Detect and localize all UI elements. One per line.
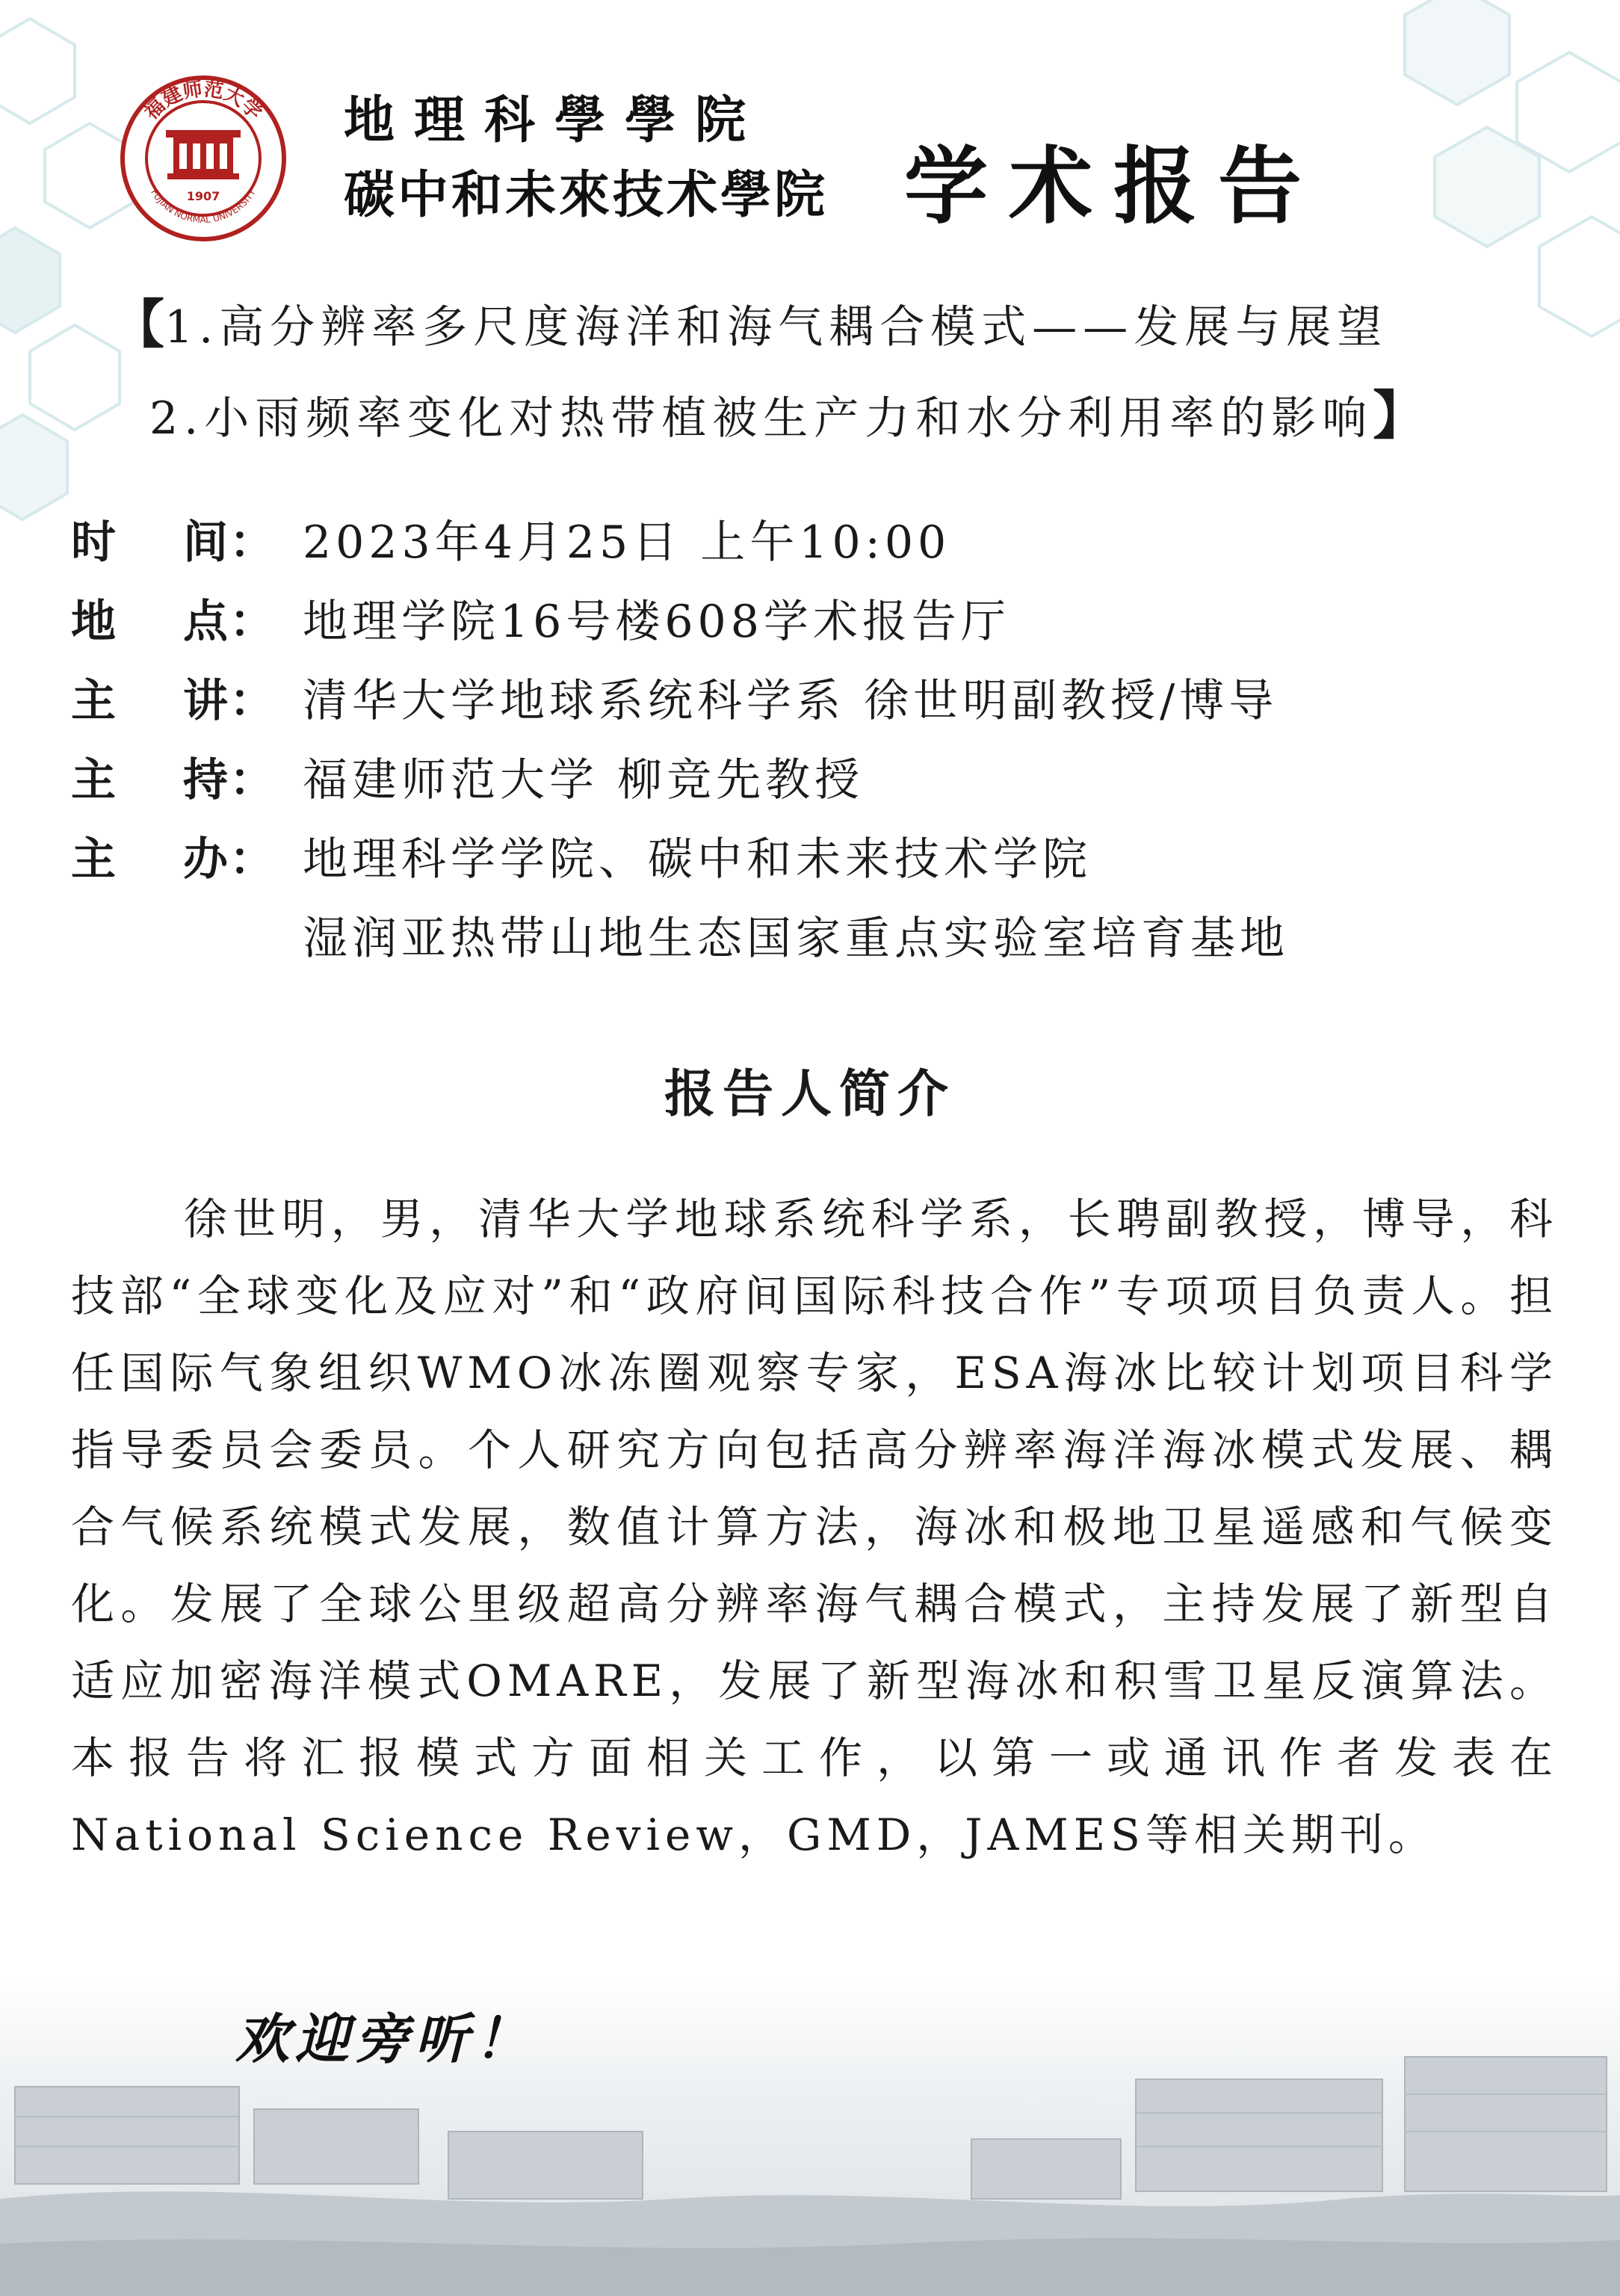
school-name-carbon-neutral: 碳中和未來技术學院 (344, 166, 829, 225)
bio-paragraph (71, 1181, 1558, 1874)
label-speaker-b: 讲： (183, 675, 276, 727)
value-time: 2023年4月25日 上午10:00 (303, 516, 951, 569)
topic-1 (112, 280, 1532, 371)
label-place-a: 地 (71, 596, 117, 648)
topic-1-text: 1.高分辨率多尺度海洋和海气耦合模式——发展与展望 (164, 301, 1388, 354)
logo-circle-text: 福建师范大学 (140, 78, 267, 125)
info-row-speaker (71, 665, 1565, 744)
label-time-a: 时 (71, 516, 117, 569)
topic-2-text: 2.小雨频率变化对热带植被生产力和水分利用率的影响 (149, 392, 1373, 445)
label-organizer-a: 主 (71, 833, 117, 886)
label-time-b: 间： (183, 516, 276, 569)
school-names (344, 84, 828, 233)
poster-title: 学术报告 (904, 138, 1323, 235)
info-row-place (71, 586, 1565, 665)
logo-year: 1907 (186, 189, 220, 203)
info-row-organizer (71, 824, 1565, 903)
label-organizer-b: 办： (183, 833, 276, 886)
university-logo (120, 75, 287, 242)
label-place-b: 点： (183, 596, 276, 648)
value-place: 地理学院16号楼608学术报告厅 (303, 596, 1010, 648)
value-organizer-1: 地理科学学院、碳中和未来技术学院 (303, 833, 1092, 886)
value-host: 福建师范大学 柳竞先教授 (303, 754, 865, 806)
report-topics (112, 280, 1532, 463)
logo-english-name: FUJIAN NORMAL UNIVERSITY (149, 187, 258, 226)
label-speaker-a: 主 (71, 675, 117, 727)
label-host-a: 主 (71, 754, 117, 806)
info-row-time (71, 507, 1565, 586)
bio-heading: 报告人简介 (664, 1064, 956, 1124)
open-bracket: 【 (112, 293, 164, 355)
welcome-text: 欢迎旁听！ (235, 2007, 535, 2070)
value-speaker: 清华大学地球系统科学系 徐世明副教授/博导 (303, 675, 1279, 727)
bio-text: 徐世明，男，清华大学地球系统科学系，长聘副教授，博导，科技部“全球变化及应对”和“政府间国际科技合作”专项项目负责人。担任国际气象组织WMO冰冻圈观察专家，ESA海冰比较计划项目科学指导委员会委员。个人研究方向包括高分辨率海洋海冰模式发展、耦合气候系统模式发展，数值计算方法，海冰和极地卫星遥感和气候变化。发展了全球公里级超高分辨率海气耦合模式，主持发展了新型自适应加密海洋模式OMARE，发展了新型海冰和积雪卫星反演算法。本报告将汇报模式方面相关工作，以第一或通讯作者发表在National Science Review，GMD，JAMES等相关期刊。 (71, 1194, 1558, 1860)
info-row-host (71, 744, 1565, 824)
label-host-b: 持： (183, 754, 276, 806)
topic-2 (112, 371, 1532, 463)
event-info (71, 507, 1565, 982)
close-bracket: 】 (1373, 384, 1426, 446)
info-row-organizer-cont (71, 903, 1565, 982)
value-organizer-2: 湿润亚热带山地生态国家重点实验室培育基地 (303, 913, 1289, 965)
school-name-geography: 地理科學學院 (344, 91, 766, 150)
